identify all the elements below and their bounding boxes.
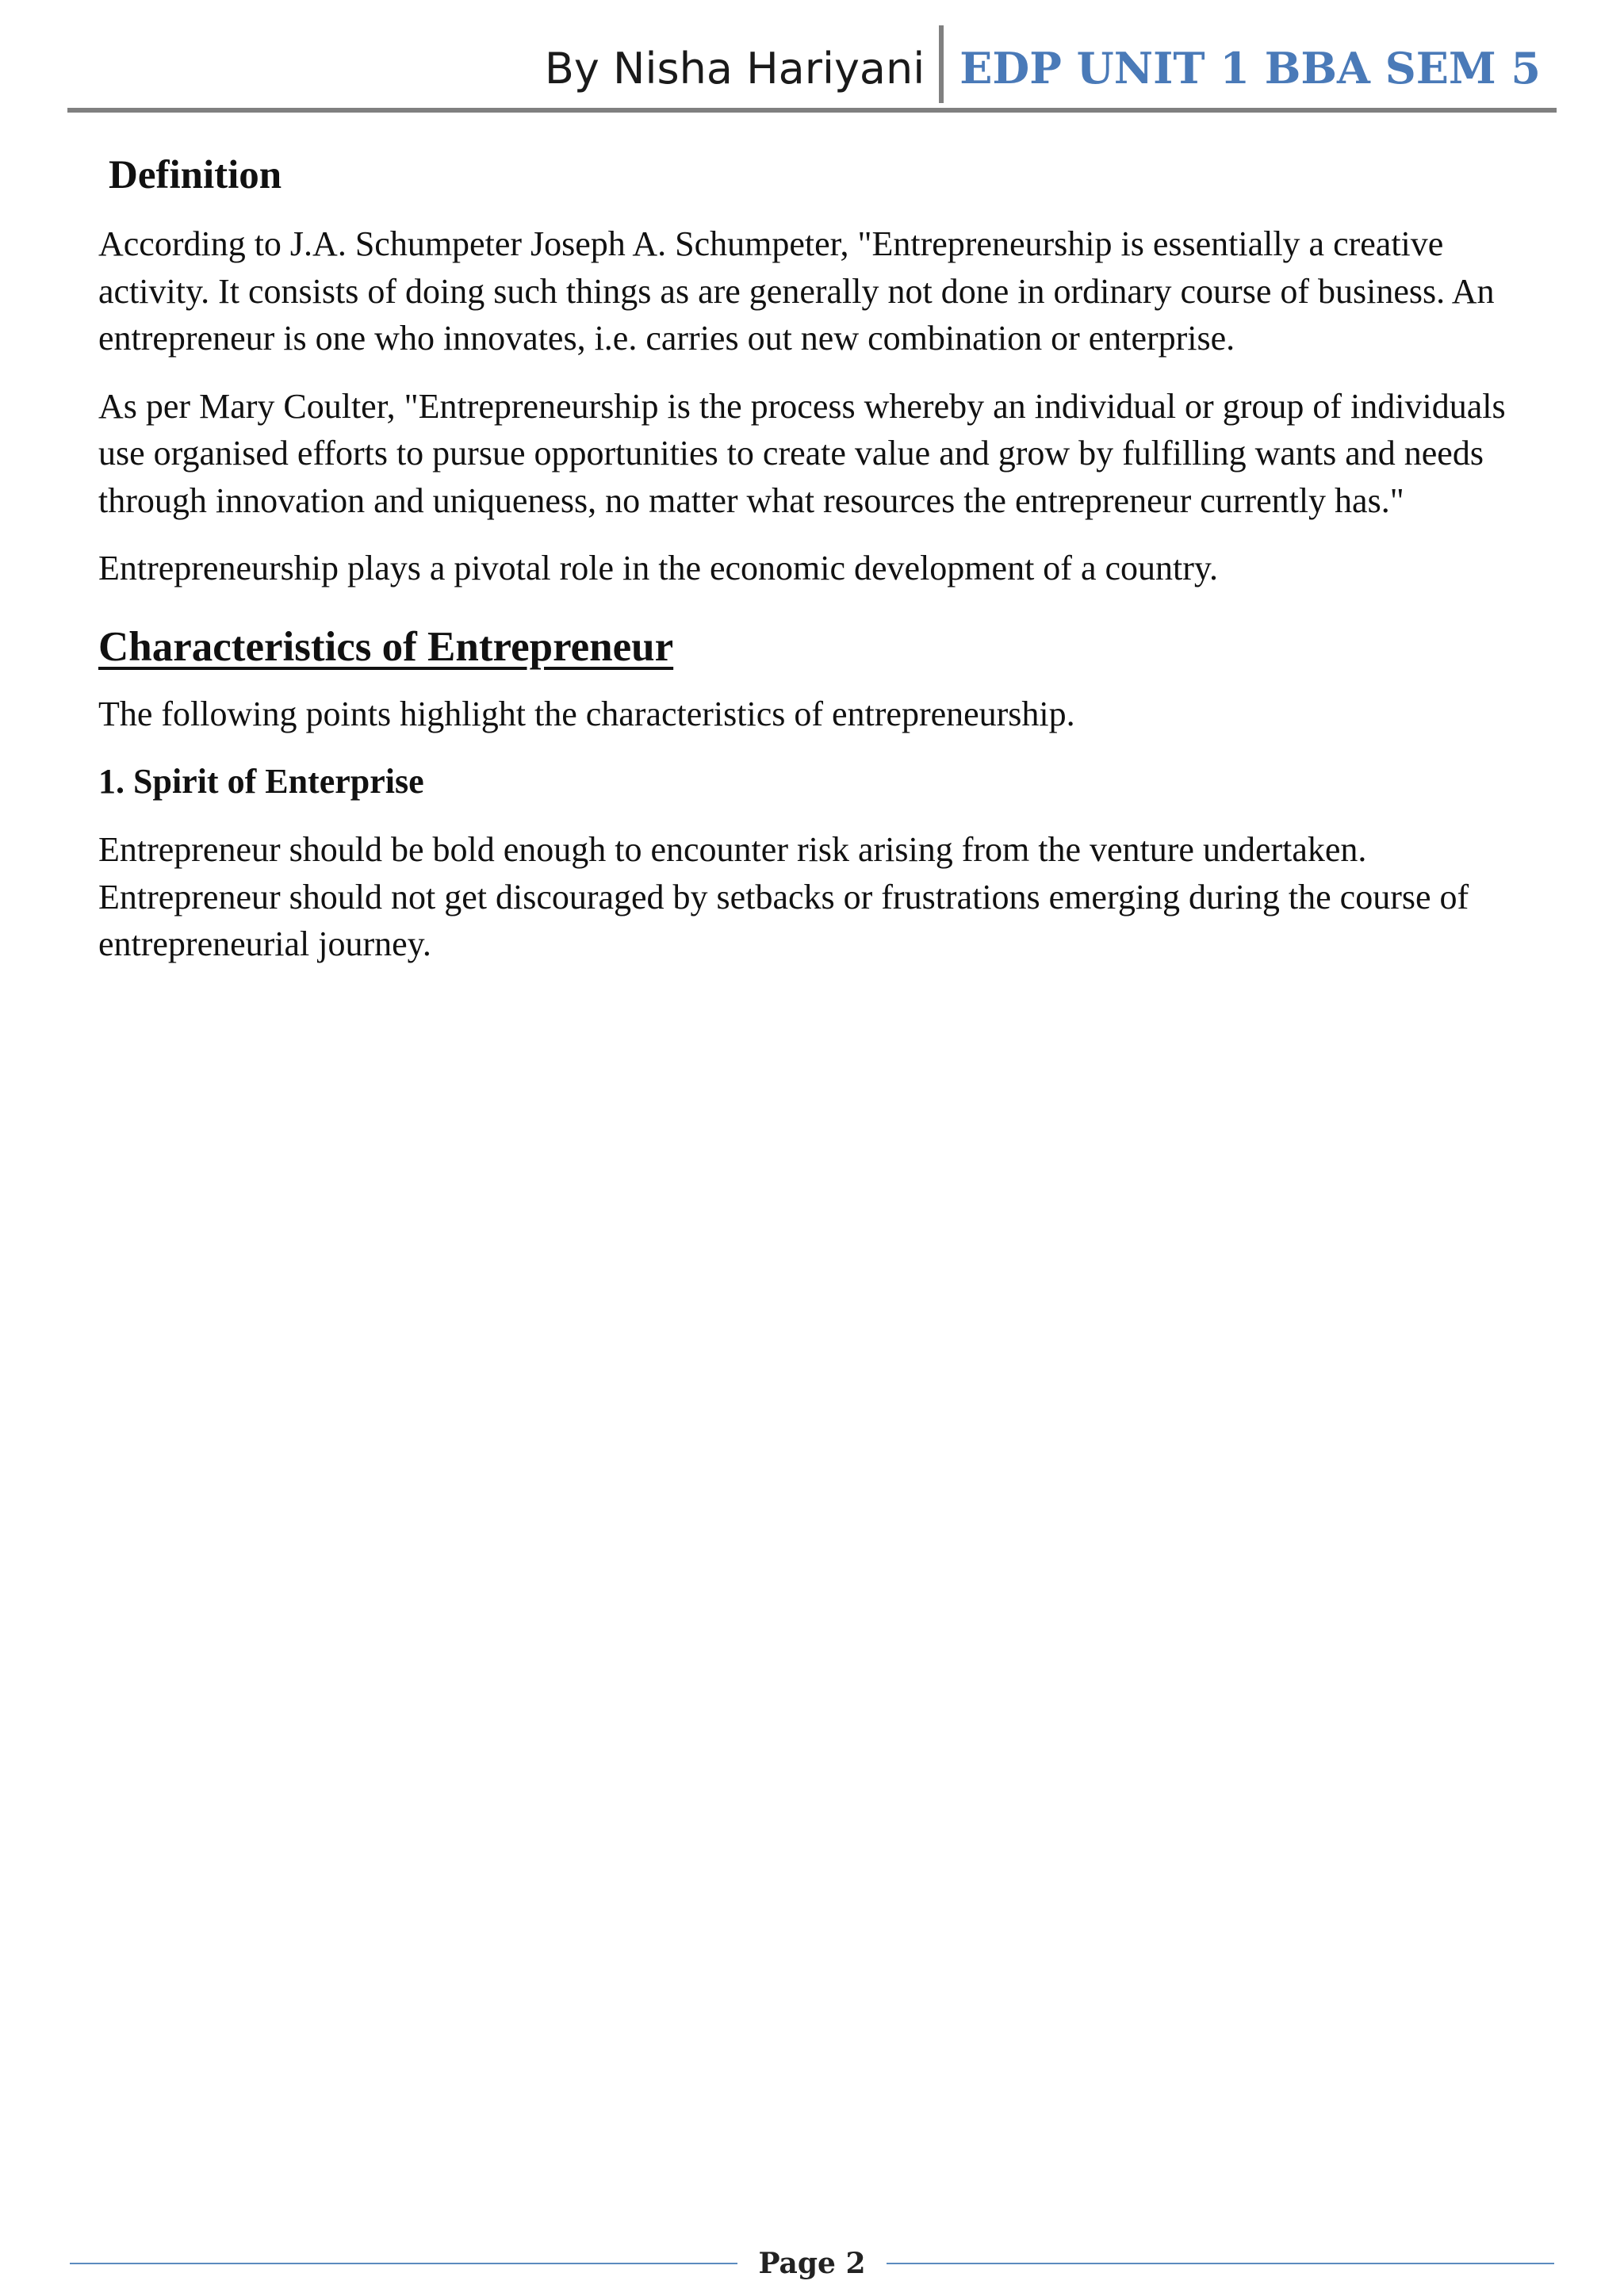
header-bar xyxy=(545,25,1557,103)
characteristics-heading: Characteristics of Entrepreneur xyxy=(98,623,674,670)
definition-paragraph-schumpeter: According to J.A. Schumpeter Joseph A. Schumpeter, "Entrepreneurship is essentially a creative activity. It consists of doing such things as are generally not done in ordinary course of business. An entrepreneur is one who innovates, i.e. carries out new combination or enterprise. xyxy=(98,224,1495,358)
definition-heading: Definition xyxy=(109,153,282,197)
definition-paragraph-role: Entrepreneurship plays a pivotal role in the economic development of a country. xyxy=(98,549,1219,587)
page-number: Page 2 xyxy=(758,2247,866,2280)
point-1-heading: 1. Spirit of Enterprise xyxy=(98,762,424,801)
header-author: By Nisha Hariyani xyxy=(544,44,925,94)
point-1-text: Entrepreneur should be bold enough to encounter risk arising from the venture undertaken. Entrepreneur should not get discouraged by setbacks or frustrations emerging during the course of entrepreneurial journey. xyxy=(98,830,1469,963)
page-footer xyxy=(70,2244,1554,2283)
document-body xyxy=(98,147,1526,989)
definition-paragraph-coulter: As per Mary Coulter, "Entrepreneurship is the process whereby an individual or group of individuals use organised efforts to pursue opportunities to create value and grow by fulfilling wants and needs through innovation and uniqueness, no matter what resources the entrepreneur currently has." xyxy=(98,386,1506,520)
page-header xyxy=(67,29,1557,113)
characteristics-intro: The following points highlight the characteristics of entrepreneurship. xyxy=(98,694,1075,733)
footer-rule-right xyxy=(887,2263,1554,2264)
header-course-title: EDP UNIT 1 BBA SEM 5 xyxy=(959,43,1541,94)
